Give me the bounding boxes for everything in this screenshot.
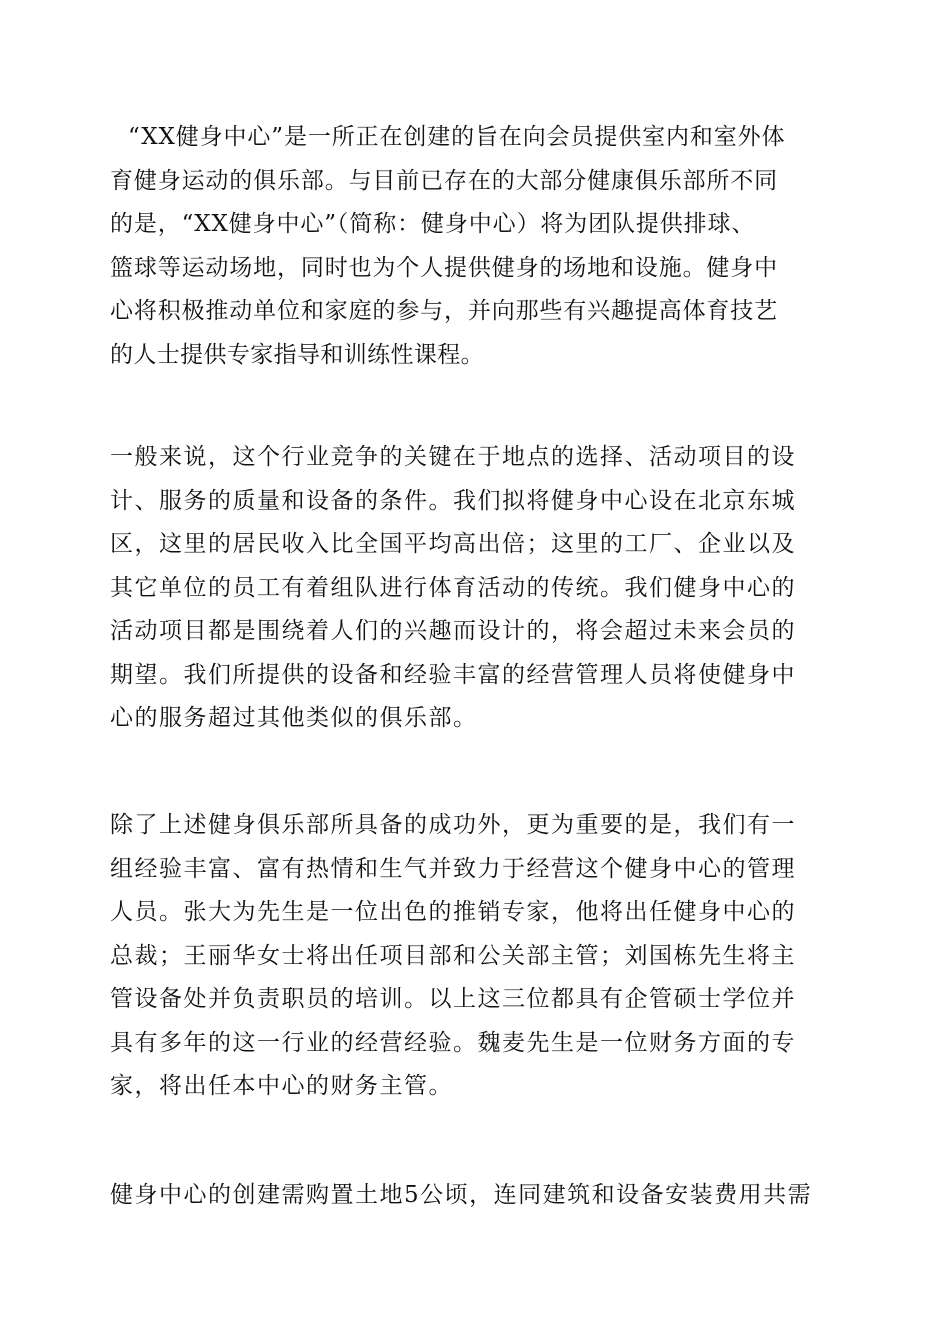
paragraph-competition (110, 436, 855, 741)
text-line: 总裁；王丽华女士将出任项目部和公关部主管；刘国栋先生将主 (110, 942, 796, 969)
text-line: 其它单位的员工有着组队进行体育活动的传统。我们健身中心的 (110, 574, 796, 601)
text-line: 的是，“XX健身中心”（简称：健身中心）将为团队提供排球、 (110, 211, 756, 237)
text-line: 心的服务超过其他类似的俱乐部。 (110, 705, 478, 731)
text-line: 区，这里的居民收入比全国平均高出倍；这里的工厂、企业以及 (110, 531, 796, 557)
paragraph-intro (110, 116, 873, 377)
text-line: 的人士提供专家指导和训练性课程。 (110, 341, 484, 368)
text-line: 活动项目都是围绕着人们的兴趣而设计的，将会超过未来会员的 (110, 618, 796, 644)
text-line: 人员。张大为先生是一位出色的推销专家，他将出任健身中心的 (110, 899, 796, 925)
text-line: 育健身运动的俱乐部。与目前已存在的大部分健康俱乐部所不同 (110, 167, 778, 194)
text-line: 家，将出任本中心的财务主管。 (110, 1073, 453, 1099)
text-line: “XX健身中心”是一所正在创建的旨在向会员提供室内和室外体 (128, 124, 786, 150)
text-line: 健身中心的创建需购置土地5公顷，连同建筑和设备安装费用共需 (110, 1182, 813, 1208)
paragraph-funding (110, 1174, 855, 1218)
paragraph-management (110, 804, 855, 1109)
text-line: 管设备处并负责职员的培训。以上这三位都具有企管硕士学位并 (110, 986, 796, 1012)
text-line: 心将积极推动单位和家庭的参与，并向那些有兴趣提高体育技艺 (110, 298, 778, 324)
text-line: 组经验丰富、富有热情和生气并致力于经营这个健身中心的管理 (110, 855, 796, 882)
text-line: 除了上述健身俱乐部所具备的成功外，更为重要的是，我们有一 (110, 812, 796, 838)
text-line: 具有多年的这一行业的经营经验。魏麦先生是一位财务方面的专 (110, 1029, 796, 1056)
text-line: 一般来说，这个行业竞争的关键在于地点的选择、活动项目的设 (110, 444, 796, 470)
text-line: 计、服务的质量和设备的条件。我们拟将健身中心设在北京东城 (110, 487, 796, 514)
text-line: 期望。我们所提供的设备和经验丰富的经营管理人员将使健身中 (110, 661, 796, 688)
text-line: 篮球等运动场地，同时也为个人提供健身的场地和设施。健身中 (110, 254, 778, 281)
